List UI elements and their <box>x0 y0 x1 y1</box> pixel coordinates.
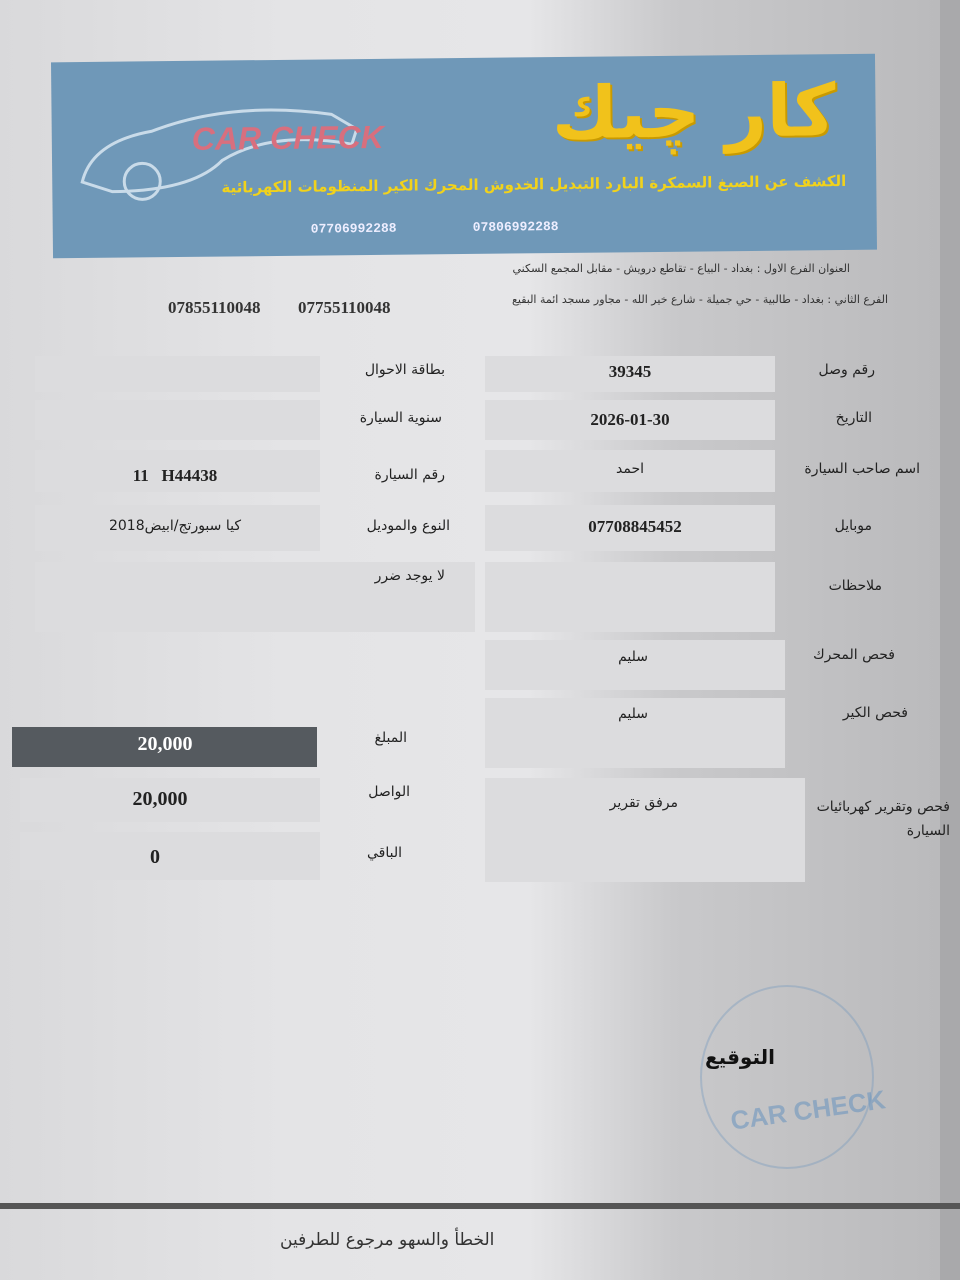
banner-phone-1: 07706992288 <box>310 220 397 237</box>
header-banner <box>51 54 877 259</box>
gear-value: سليم <box>618 706 648 722</box>
paid-value: 20,000 <box>132 788 188 810</box>
engine-label: فحص المحرك <box>813 647 895 663</box>
signature-label: التوقيع <box>705 1045 775 1069</box>
address-branch-2: الفرع الثاني : بغداد - طالبية - حي جميلة - شارع خير الله - مجاور مسجد ائمة البقيع <box>512 293 888 306</box>
footer-disclaimer: الخطأ والسهو مرجوع للطرفين <box>280 1230 495 1250</box>
registration-label: بطاقة الاحوال <box>364 362 445 378</box>
notes-value: لا يوجد ضرر <box>374 568 445 584</box>
receipt-no-value: 39345 <box>608 362 652 381</box>
stamp-text: CAR CHECK <box>728 1084 888 1136</box>
plate-label: رقم السيارة <box>374 467 445 483</box>
company-stamp <box>700 985 874 1169</box>
model-value: كيا سبورتج/ابيض2018 <box>108 518 241 534</box>
brand-name-en: CAR CHECK <box>191 118 384 157</box>
electrical-label: فحص وتقرير كهربائيات السيارة <box>816 799 950 839</box>
plate-value: 11 H44438 <box>132 466 218 485</box>
paid-label: الواصل <box>368 784 410 800</box>
paper-edge <box>940 0 960 1280</box>
remaining-label: الباقي <box>366 845 402 861</box>
amount-label: المبلغ <box>374 730 407 746</box>
remaining-value: 0 <box>150 846 160 868</box>
owner-value: احمد <box>616 461 644 477</box>
amount-value: 20,000 <box>137 733 193 755</box>
car-year-label: سنوية السيارة <box>359 410 442 426</box>
notes-label: ملاحظات <box>828 578 882 594</box>
engine-value: سليم <box>618 649 648 665</box>
date-value: 2026-01-30 <box>590 410 670 429</box>
footer-divider <box>0 1203 960 1209</box>
mobile-value: 07708845452 <box>588 517 682 536</box>
mobile-label: موبايل <box>834 518 872 534</box>
services-list: الكشف عن الصبغ السمكرة البارد التبديل الخدوش المحرك الكير المنظومات الكهربائية <box>221 171 847 197</box>
brand-name-ar: كار چيك <box>551 68 836 156</box>
model-label: النوع والموديل <box>366 518 450 534</box>
owner-label: اسم صاحب السيارة <box>804 461 920 477</box>
branch-phone-2: 07855110048 <box>168 298 261 317</box>
electrical-value: مرفق تقرير <box>609 795 678 811</box>
gear-label: فحص الكير <box>842 705 908 721</box>
branch-phone-1: 07755110048 <box>298 298 391 317</box>
receipt-no-label: رقم وصل <box>818 362 875 378</box>
date-label: التاريخ <box>835 410 872 426</box>
banner-phone-2: 07806992288 <box>472 219 559 235</box>
address-branch-1: العنوان الفرع الاول : بغداد - البياع - تقاطع درويش - مقابل المجمع السكني <box>512 262 850 275</box>
